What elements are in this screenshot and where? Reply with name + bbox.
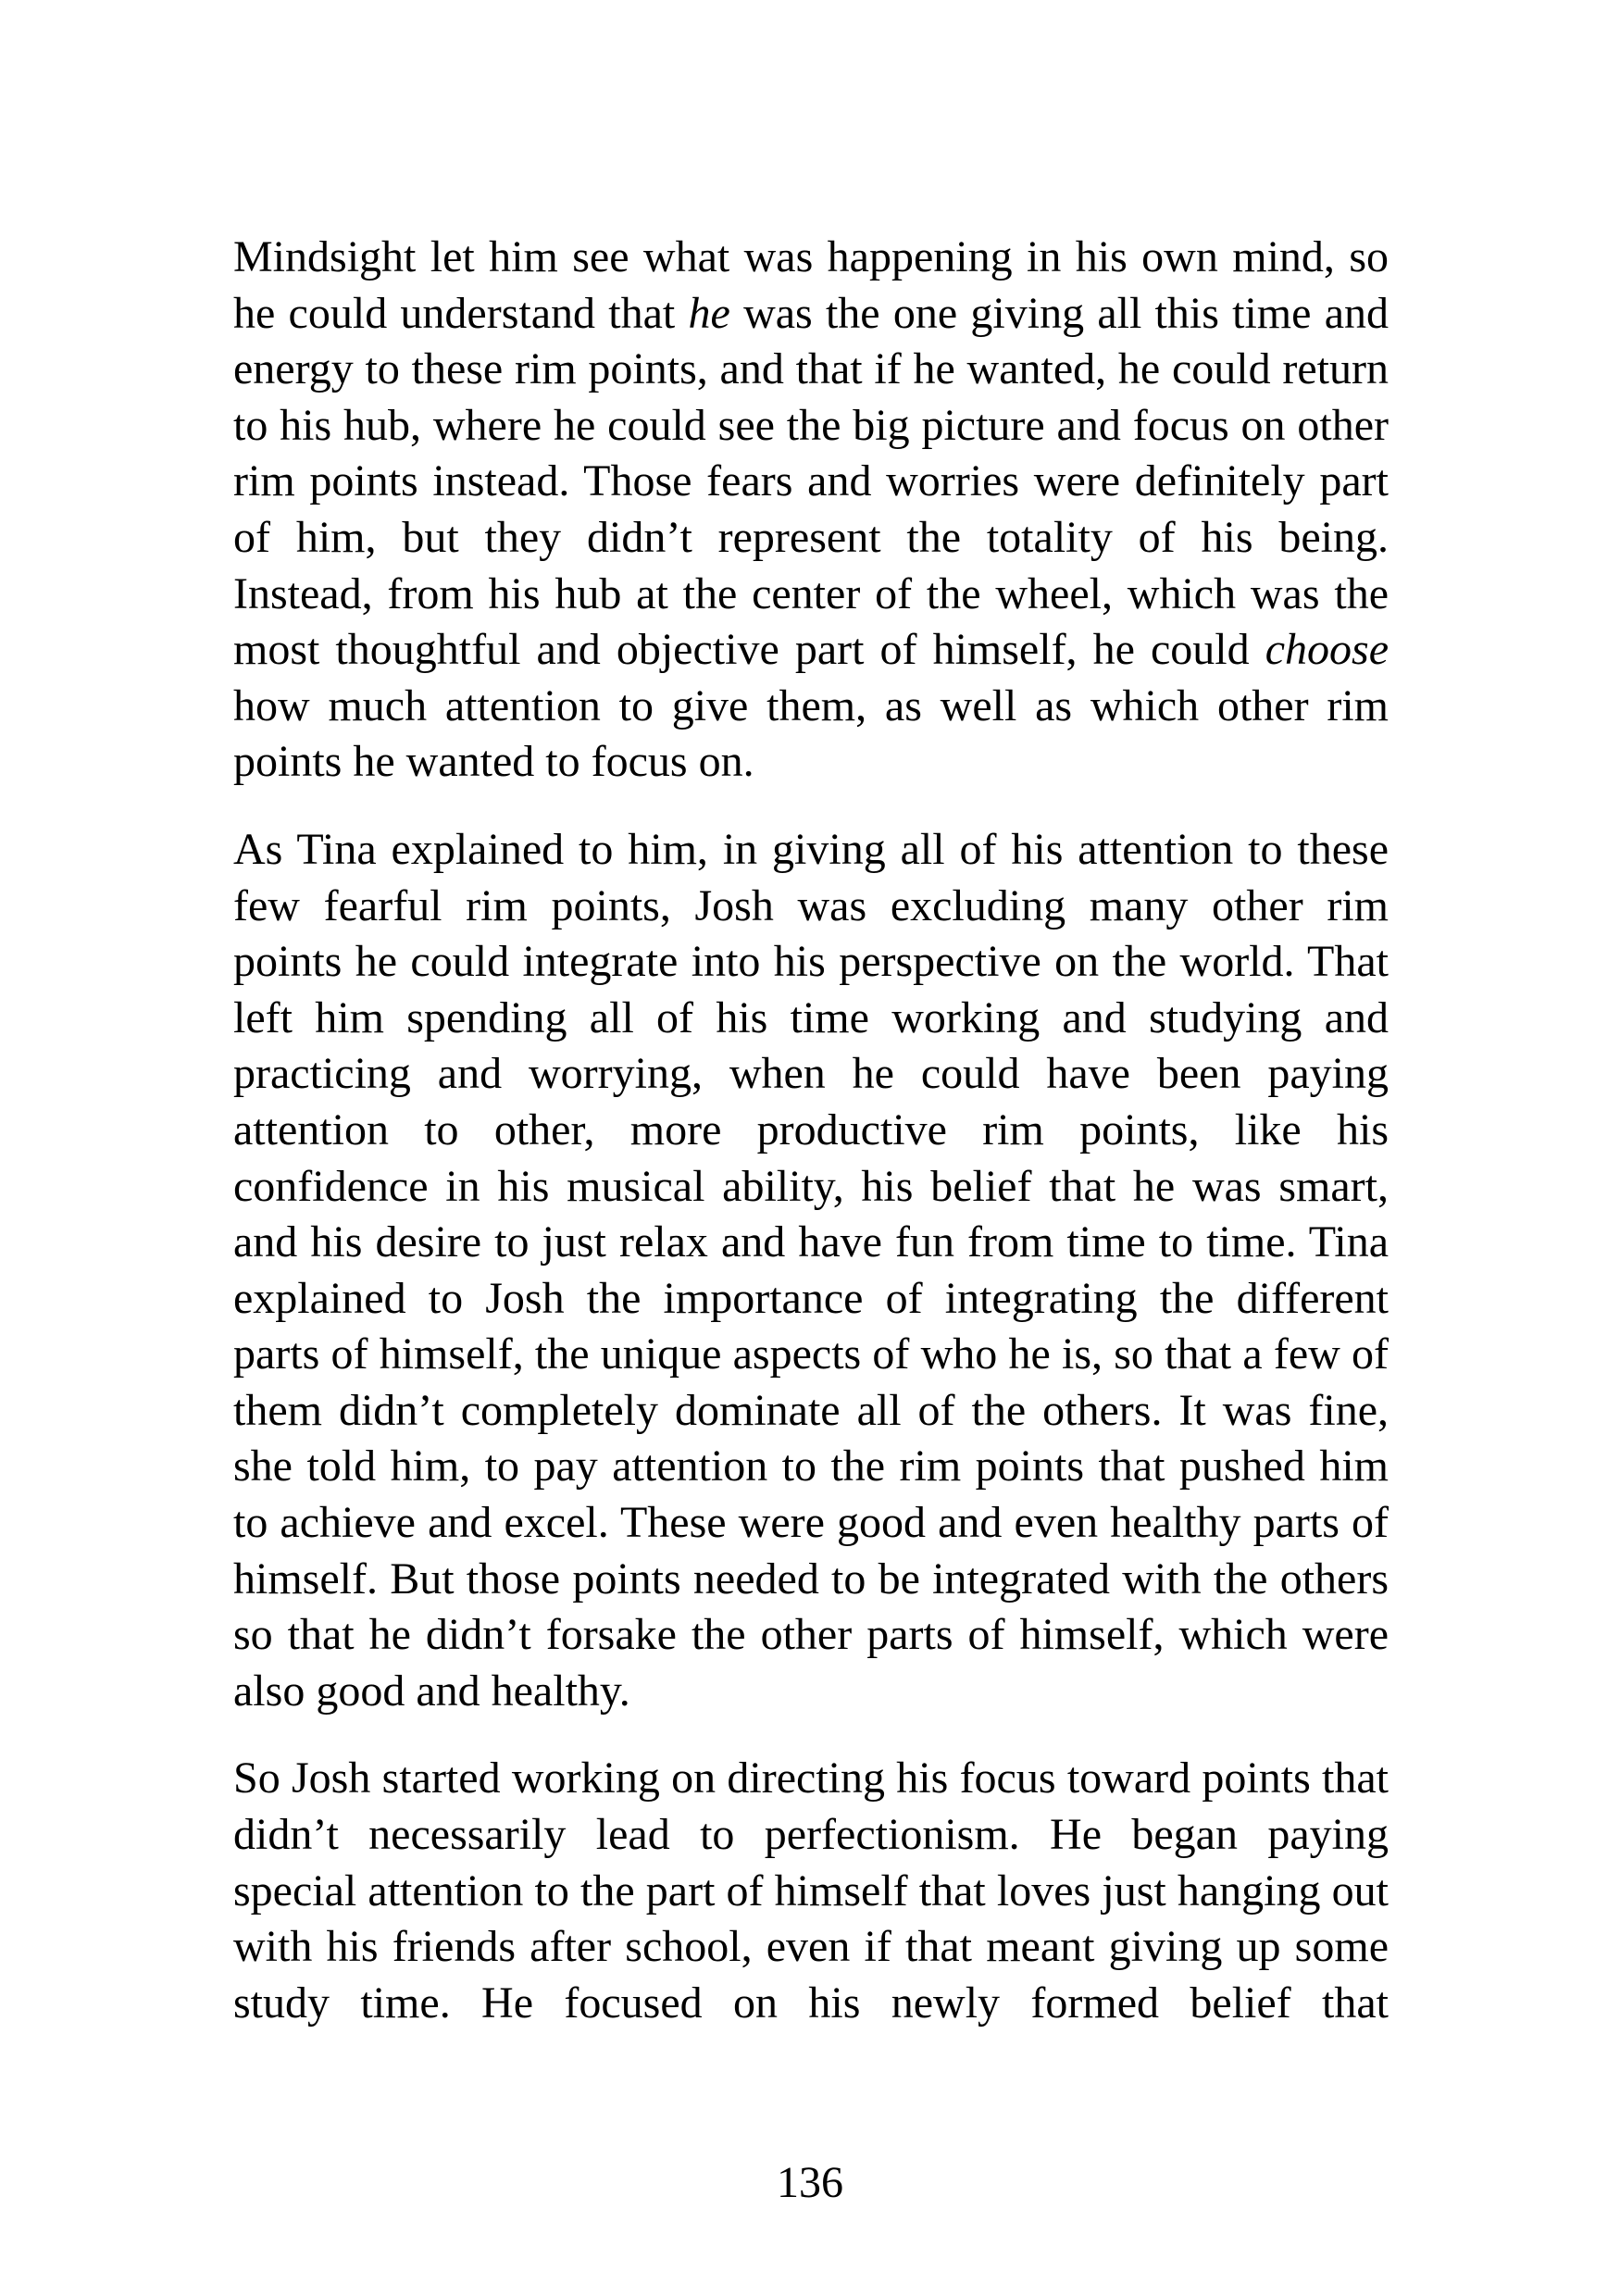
paragraph-2 bbox=[233, 822, 1389, 1720]
page-number: 136 bbox=[777, 2158, 843, 2207]
text-segment: how much attention to give them, as well as which other rim points he wanted to focus on. bbox=[233, 680, 1389, 787]
italic-text-segment: he bbox=[688, 288, 730, 338]
text-segment: As Tina explained to him, in giving all of his attention to these few fearful rim points, Josh was excluding many other rim points he could integrate into his perspective on the world. That left him spending all of his time working and studying and practicing and worrying, when he could have been paying attention to other, more productive rim points, like his confidence in his musical ability, his belief that he was smart, and his desire to just relax and have fun from time to time. Tina explained to Josh the importance of integrating the different parts of himself, the unique aspects of who he is, so that a few of them didn’t completely dominate all of the others. It was fine, she told him, to pay attention to the rim points that pushed him to achieve and excel. These were good and even healthy parts of himself. But those points needed to be integrated with the others so that he didn’t forsake the other parts of himself, which were also good and healthy. bbox=[233, 824, 1389, 1716]
paragraph-3 bbox=[233, 1751, 1389, 2031]
text-segment: So Josh started working on directing his focus toward points that didn’t necessarily lead to perfectionism. He began paying special attention to the part of himself that loves just hanging out with his friends after school, even if that meant giving up some study time. He focused on his newly formed belief that bbox=[233, 1753, 1389, 2028]
italic-text-segment: choose bbox=[1265, 625, 1389, 675]
text-segment: Mindsight let him see what was happening in his own mind, so he could understand that bbox=[233, 232, 1389, 338]
page-body bbox=[233, 230, 1389, 2063]
paragraph-1 bbox=[233, 230, 1389, 791]
text-segment: was the one giving all this time and energy to these rim points, and that if he wanted, he could return to his hub, where he could see the big picture and focus on other rim points instead. Those fears and worries were definitely part of him, but they didn’t represent the totality of his being. Instead, from his hub at the center of the wheel, which was the most thoughtful and objective part of himself, he could bbox=[233, 288, 1389, 675]
